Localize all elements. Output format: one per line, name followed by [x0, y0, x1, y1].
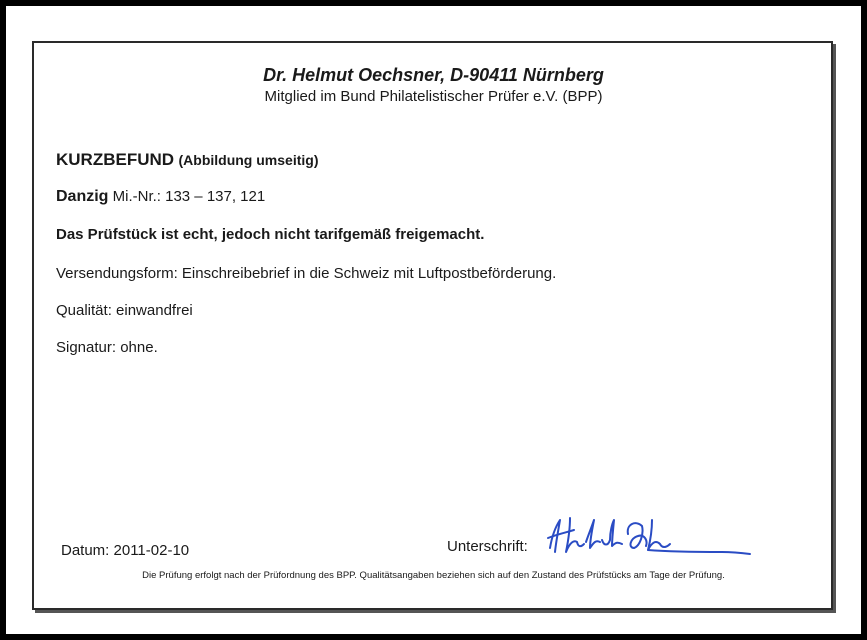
shipping-form: Versendungsform: Einschreibebrief in die Schweiz mit Luftpostbeförderung.	[56, 265, 557, 282]
signature-label: Unterschrift:	[447, 538, 528, 555]
membership-line: Mitglied im Bund Philatelistischer Prüfer e.V. (BPP)	[264, 88, 603, 105]
stamp-line	[56, 188, 265, 206]
stamp-area: Danzig	[56, 188, 109, 205]
report-heading	[56, 150, 318, 170]
report-note: (Abbildung umseitig)	[178, 152, 319, 168]
stamp-catalog: Mi.-Nr.: 133 – 137, 121	[112, 188, 266, 205]
examiner-name: Dr. Helmut Oechsner, D-90411 Nürnberg	[263, 65, 604, 85]
footer-note: Die Prüfung erfolgt nach der Prüfordnung des BPP. Qualitätsangaben beziehen sich auf den Zustand des Prüfstücks am Tage der Prüfung.	[142, 570, 725, 581]
report-title: KURZBEFUND	[56, 150, 175, 169]
certificate-sheet	[6, 6, 861, 634]
verdict-statement: Das Prüfstück ist echt, jedoch nicht tarifgemäß freigemacht.	[56, 226, 485, 243]
quality-line: Qualität: einwandfrei	[56, 302, 193, 319]
date-line: Datum: 2011-02-10	[61, 542, 190, 559]
signatur-line: Signatur: ohne.	[56, 339, 158, 356]
handwritten-signature	[544, 512, 754, 560]
